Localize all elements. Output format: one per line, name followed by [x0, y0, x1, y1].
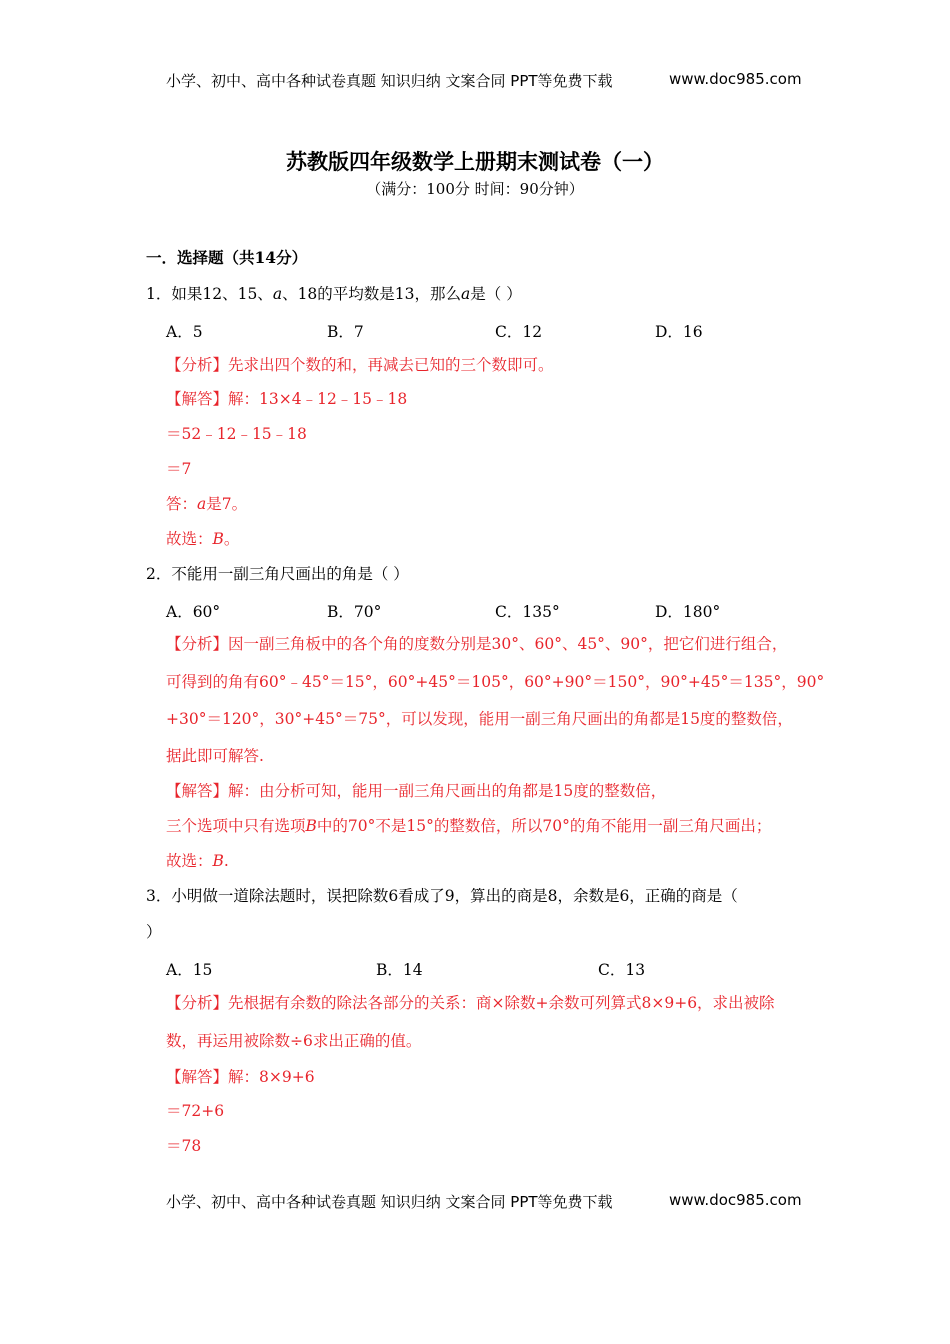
q1-answer: 【解答】解：13×4﹣12﹣15﹣18 [166, 390, 408, 408]
q3-option-b[interactable]: B．14 [376, 961, 423, 979]
q1-choice: 故选：B。 [166, 530, 240, 548]
q1-stem: 1．如果12、15、a、18的平均数是13，那么a是（ ） [146, 285, 522, 303]
q2-option-a[interactable]: A．60° [166, 603, 221, 621]
page-header [166, 70, 806, 91]
q3-step-2: ＝78 [166, 1137, 202, 1155]
q2-option-b[interactable]: B．70° [327, 603, 382, 621]
q3-analysis-line-2: 数，再运用被除数÷6求出正确的值。 [166, 1032, 422, 1050]
q1-step-1: ＝52﹣12﹣15﹣18 [166, 425, 307, 443]
page-title: 苏教版四年级数学上册期末测试卷（一） [286, 150, 664, 174]
q2-option-c[interactable]: C．135° [495, 603, 560, 621]
q3-answer: 【解答】解：8×9+6 [166, 1068, 315, 1086]
q3-stem-line-2: ） [146, 923, 162, 941]
q2-analysis-line-1: 【分析】因一副三角板中的各个角的度数分别是30°、60°、45°、90°，把它们进行组合， [166, 635, 788, 653]
q3-analysis-line-1: 【分析】先根据有余数的除法各部分的关系：商×除数+余数可列算式8×9+6，求出被除 [166, 994, 775, 1012]
q3-option-c[interactable]: C．13 [598, 961, 646, 979]
q2-analysis-line-2: 可得到的角有60°﹣45°＝15°，60°+45°＝105°，60°+90°＝150°，90°+45°＝135°，90° [166, 673, 825, 691]
page-footer [166, 1191, 806, 1212]
q1-option-c[interactable]: C．12 [495, 323, 543, 341]
q2-choice: 故选：B. [166, 852, 229, 870]
q3-stem-line-1: 3．小明做一道除法题时，误把除数6看成了9，算出的商是8，余数是6，正确的商是（ [146, 887, 738, 905]
q1-step-2: ＝7 [166, 460, 192, 478]
section-heading: 一．选择题（共14分） [146, 248, 308, 267]
q3-option-a[interactable]: A．15 [166, 961, 213, 979]
q2-stem: 2．不能用一副三角尺画出的角是（ ） [146, 565, 409, 583]
q3-step-1: ＝72+6 [166, 1102, 225, 1120]
q2-option-d[interactable]: D．180° [655, 603, 721, 621]
q2-analysis-line-3: +30°＝120°，30°+45°＝75°，可以发现，能用一副三角尺画出的角都是15度的整数倍， [166, 710, 793, 728]
q1-option-d[interactable]: D．16 [655, 323, 703, 341]
footer-text: 小学、初中、高中各种试卷真题 知识归纳 文案合同 PPT等免费下载 [166, 1193, 613, 1211]
header-site-link[interactable]: www.doc985.com [669, 70, 802, 88]
q1-analysis: 【分析】先求出四个数的和，再减去已知的三个数即可。 [166, 356, 554, 374]
page-subtitle: （满分：100分 时间：90分钟） [366, 180, 584, 198]
footer-site-link[interactable]: www.doc985.com [669, 1191, 802, 1209]
q1-conclusion: 答：a是7。 [166, 495, 248, 513]
q2-answer-line-1: 【解答】解：由分析可知，能用一副三角尺画出的角都是15度的整数倍， [166, 782, 667, 800]
q2-analysis-line-4: 据此即可解答. [166, 747, 264, 765]
q2-answer-line-2: 三个选项中只有选项B中的70°不是15°的整数倍，所以70°的角不能用一副三角尺画出； [166, 817, 772, 835]
q1-option-b[interactable]: B．7 [327, 323, 364, 341]
q1-option-a[interactable]: A．5 [166, 323, 203, 341]
header-text: 小学、初中、高中各种试卷真题 知识归纳 文案合同 PPT等免费下载 [166, 72, 613, 90]
